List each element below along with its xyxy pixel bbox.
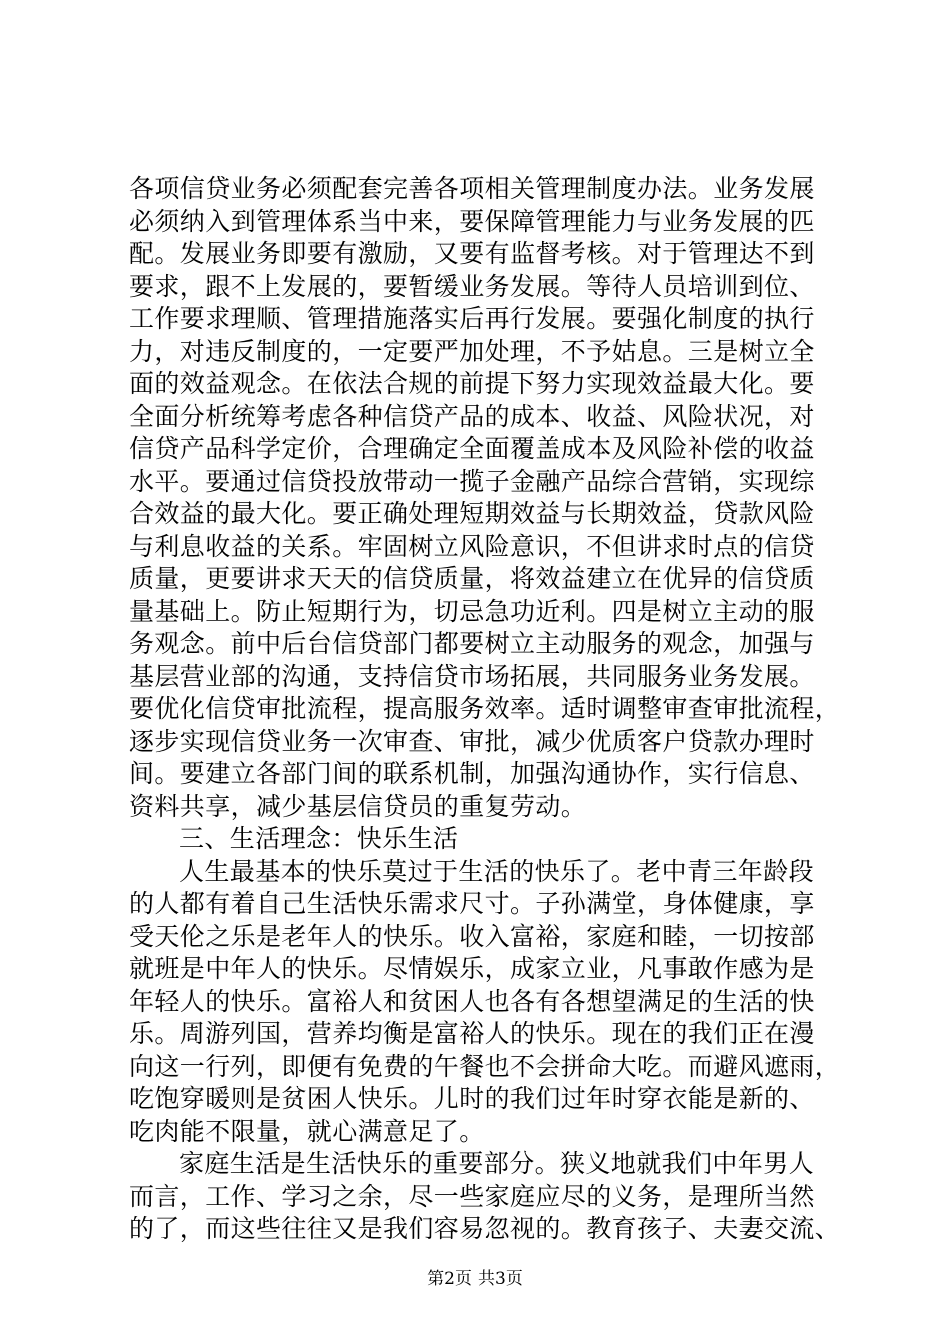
text-line: 信贷产品科学定价，合理确定全面覆盖成本及风险补偿的收益 [129,434,815,463]
text-line: 要优化信贷审批流程，提高服务效率。适时调整审查审批流程， [129,694,841,723]
text-line: 吃饱穿暖则是贫困人快乐。儿时的我们过年时穿衣能是新的、 [129,1084,815,1113]
text-line: 与利息收益的关系。牢固树立风险意识，不但讲求时点的信贷 [129,531,815,561]
section-heading: 三、生活理念：快乐生活 [179,824,459,853]
text-line: 吃肉能不限量，就心满意足了。 [129,1116,485,1146]
text-line: 的人都有着自己生活快乐需求尺寸。子孙满堂，身体健康，享 [129,889,815,918]
text-line: 资料共享，减少基层信贷员的重复劳动。 [129,791,587,821]
text-line: 家庭生活是生活快乐的重要部分。狭义地就我们中年男人 [179,1149,815,1178]
page-number: 第2页 [427,1269,472,1289]
text-line: 力，对违反制度的，一定要严加处理，不予姑息。三是树立全 [129,336,815,366]
body-text [129,173,841,1246]
text-line: 水平。要通过信贷投放带动一揽子金融产品综合营销，实现综 [129,466,815,496]
text-line: 而言，工作、学习之余，尽一些家庭应尽的义务，是理所当然 [129,1181,815,1211]
page-footer [0,1268,950,1290]
text-line: 质量，更要讲求天天的信贷质量，将效益建立在优异的信贷质 [129,564,815,593]
text-line: 人生最基本的快乐莫过于生活的快乐了。老中青三年龄段 [179,856,815,886]
text-line: 间。要建立各部门间的联系机制，加强沟通协作，实行信息、 [129,759,815,788]
text-line: 面的效益观念。在依法合规的前提下努力实现效益最大化。要 [129,369,815,398]
text-line: 全面分析统筹考虑各种信贷产品的成本、收益、风险状况，对 [129,401,815,431]
text-line: 向这一行列，即便有免费的午餐也不会拼命大吃。而避风遮雨， [129,1051,841,1081]
text-line: 年轻人的快乐。富裕人和贫困人也各有各想望满足的生活的快 [129,986,815,1016]
text-line: 配。发展业务即要有激励，又要有监督考核。对于管理达不到 [129,239,815,268]
text-line: 要求，跟不上发展的，要暂缓业务发展。等待人员培训到位、 [129,271,815,301]
text-line: 工作要求理顺、管理措施落实后再行发展。要强化制度的执行 [129,304,815,333]
text-line: 就班是中年人的快乐。尽情娱乐，成家立业，凡事敢作感为是 [129,954,815,983]
text-line: 各项信贷业务必须配套完善各项相关管理制度办法。业务发展 [129,174,815,203]
text-line: 量基础上。防止短期行为，切忌急功近利。四是树立主动的服 [129,596,815,626]
page-total: 共3页 [478,1269,523,1289]
text-line: 乐。周游列国，营养均衡是富裕人的快乐。现在的我们正在漫 [129,1019,815,1048]
text-line: 合效益的最大化。要正确处理短期效益与长期效益，贷款风险 [129,499,815,528]
text-line: 受天伦之乐是老年人的快乐。收入富裕，家庭和睦，一切按部 [129,921,815,951]
text-line: 的了，而这些往往又是我们容易忽视的。教育孩子、夫妻交流、 [129,1214,841,1243]
text-line: 基层营业部的沟通，支持信贷市场拓展，共同服务业务发展。 [129,661,815,691]
text-line: 务观念。前中后台信贷部门都要树立主动服务的观念，加强与 [129,629,815,658]
text-line: 逐步实现信贷业务一次审查、审批，减少优质客户贷款办理时 [129,726,815,756]
text-line: 必须纳入到管理体系当中来，要保障管理能力与业务发展的匹 [129,206,815,236]
